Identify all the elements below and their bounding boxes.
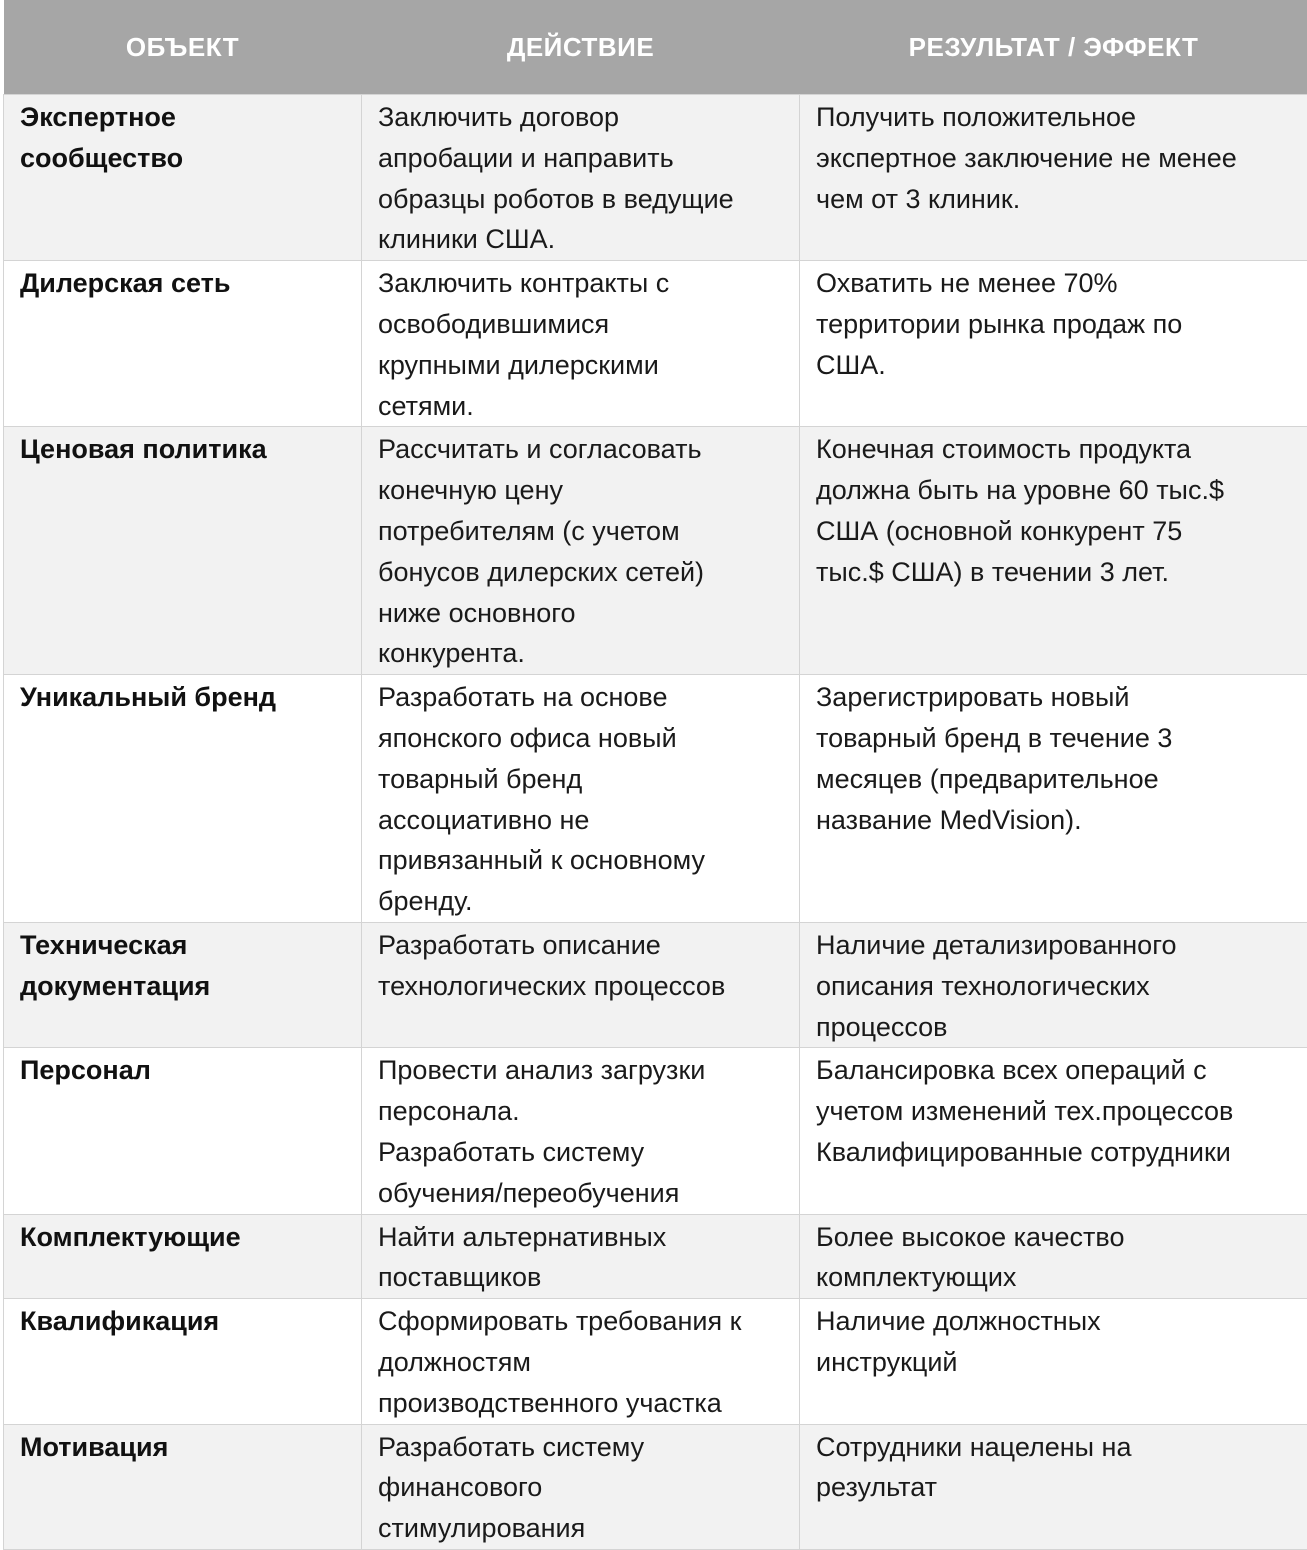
row-action: Разработать на основе японского офиса новый товарный бренд ассоциативно не привязанный к основному бренду. bbox=[362, 675, 800, 923]
row-action: Рассчитать и согласовать конечную цену потребителям (с учетом бонусов дилерских сетей) ниже основного конкурента. bbox=[362, 427, 800, 675]
row-object: Квалификация bbox=[4, 1299, 362, 1424]
table-header-row bbox=[4, 0, 1307, 95]
row-result: Получить положительное экспертное заключение не менее чем от 3 клиник. bbox=[800, 95, 1307, 261]
table-row bbox=[4, 1424, 1307, 1549]
row-object: Ценовая политика bbox=[4, 427, 362, 675]
row-result: Наличие детализированного описания технологических процессов bbox=[800, 922, 1307, 1047]
table-row bbox=[4, 675, 1307, 923]
action-table bbox=[3, 0, 1307, 1550]
row-result: Сотрудники нацелены на результат bbox=[800, 1424, 1307, 1549]
table-row bbox=[4, 922, 1307, 1047]
table-row bbox=[4, 1048, 1307, 1214]
row-result: Охватить не менее 70% территории рынка продаж по США. bbox=[800, 261, 1307, 427]
row-action: Заключить договор апробации и направить образцы роботов в ведущие клиники США. bbox=[362, 95, 800, 261]
row-result: Конечная стоимость продукта должна быть на уровне 60 тыс.$ США (основной конкурент 75 тыс.$ США) в течении 3 лет. bbox=[800, 427, 1307, 675]
row-action: Сформировать требования к должностям производственного участка bbox=[362, 1299, 800, 1424]
row-result: Наличие должностных инструкций bbox=[800, 1299, 1307, 1424]
row-object: Техническая документация bbox=[4, 922, 362, 1047]
header-object: ОБЪЕКТ bbox=[4, 0, 362, 95]
row-result: Более высокое качество комплектующих bbox=[800, 1214, 1307, 1299]
header-result: РЕЗУЛЬТАТ / ЭФФЕКТ bbox=[800, 0, 1307, 95]
row-action: Провести анализ загрузки персонала. Разработать систему обучения/переобучения bbox=[362, 1048, 800, 1214]
row-action: Разработать описание технологических процессов bbox=[362, 922, 800, 1047]
table-row bbox=[4, 95, 1307, 261]
row-result: Балансировка всех операций с учетом изменений тех.процессов Квалифицированные сотрудники bbox=[800, 1048, 1307, 1214]
row-object: Комплектующие bbox=[4, 1214, 362, 1299]
row-object: Мотивация bbox=[4, 1424, 362, 1549]
table-row bbox=[4, 1214, 1307, 1299]
table-row bbox=[4, 261, 1307, 427]
row-object: Экспертное сообщество bbox=[4, 95, 362, 261]
table-row bbox=[4, 1299, 1307, 1424]
row-result: Зарегистрировать новый товарный бренд в течение 3 месяцев (предварительное название MedVision). bbox=[800, 675, 1307, 923]
row-object: Персонал bbox=[4, 1048, 362, 1214]
row-object: Дилерская сеть bbox=[4, 261, 362, 427]
row-action: Разработать систему финансового стимулирования bbox=[362, 1424, 800, 1549]
table-row bbox=[4, 427, 1307, 675]
row-action: Заключить контракты с освободившимися крупными дилерскими сетями. bbox=[362, 261, 800, 427]
header-action: ДЕЙСТВИЕ bbox=[362, 0, 800, 95]
row-action: Найти альтернативных поставщиков bbox=[362, 1214, 800, 1299]
row-object: Уникальный бренд bbox=[4, 675, 362, 923]
